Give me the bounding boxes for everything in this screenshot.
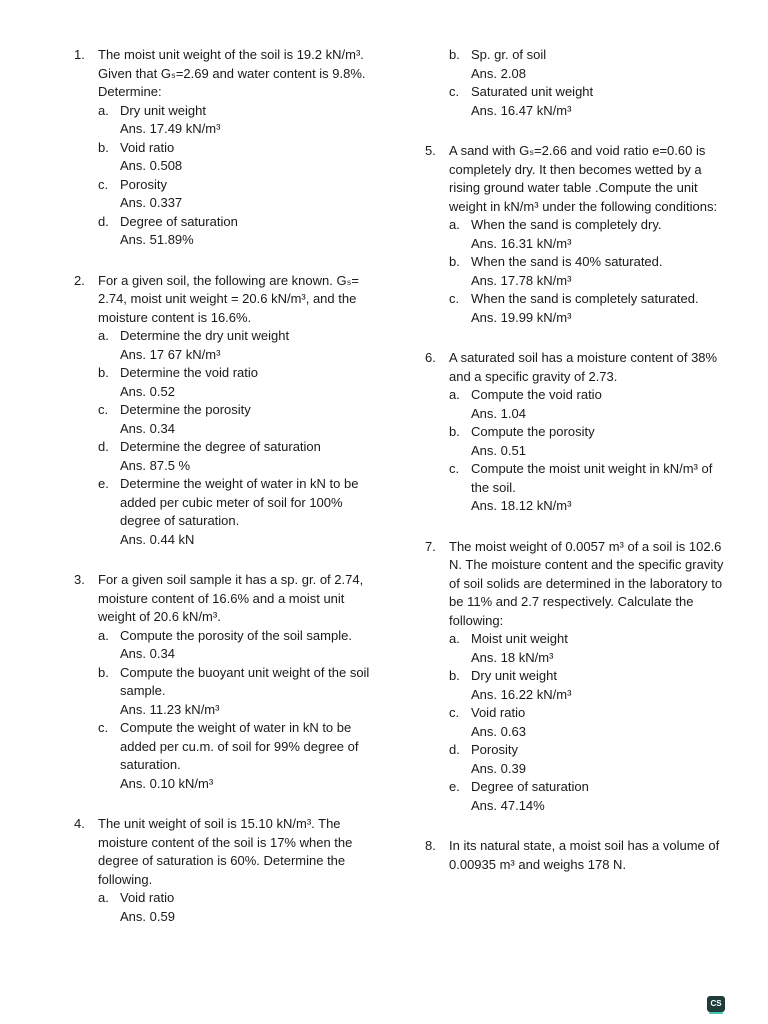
problem-6 bbox=[425, 349, 725, 516]
sub-question bbox=[449, 46, 725, 83]
sub-question bbox=[98, 364, 374, 401]
sub-question-text: Compute the void ratio bbox=[471, 387, 602, 402]
sub-question-letter: a. bbox=[98, 328, 109, 343]
sub-question bbox=[98, 664, 374, 720]
sub-question-letter: b. bbox=[449, 668, 460, 683]
sub-question bbox=[449, 630, 725, 667]
sub-question-letter: a. bbox=[98, 102, 109, 118]
sub-question-text: When the sand is 40% saturated. bbox=[471, 254, 663, 269]
problem-stem: The unit weight of soil is 15.10 kN/m³. The moisture content of the soil is 17% when the degree of saturation is 60%. Determine the following. bbox=[98, 816, 353, 887]
answer: Ans. 18.12 kN/m³ bbox=[471, 498, 572, 513]
sub-question-letter: b. bbox=[449, 424, 460, 439]
answer: Ans. 0.508 bbox=[120, 158, 183, 173]
sub-question-letter: c. bbox=[449, 84, 460, 99]
sub-question-letter: b. bbox=[449, 47, 460, 62]
problem-number: 5. bbox=[425, 143, 436, 158]
answer: Ans. 19.99 kN/m³ bbox=[471, 309, 572, 325]
sub-question-letter: e. bbox=[449, 779, 460, 794]
left-column bbox=[74, 46, 374, 948]
problem-2 bbox=[74, 272, 374, 550]
problem-stem: The moist weight of 0.0057 m³ of a soil is 102.6 N. The moisture content and the specific gravity of soil solids are determined in the laboratory to be 11% and 2.7 respectively. Calculate the following: bbox=[449, 538, 724, 628]
answer: Ans. 0.59 bbox=[120, 908, 175, 924]
sub-question bbox=[449, 216, 725, 253]
sub-question-letter: e. bbox=[98, 476, 109, 491]
sub-question bbox=[449, 741, 725, 778]
answer: Ans. 47.14% bbox=[471, 797, 545, 813]
sub-question bbox=[449, 386, 725, 423]
sub-question bbox=[98, 475, 374, 549]
problem-4 bbox=[74, 815, 374, 926]
sub-question-letter: c. bbox=[449, 461, 460, 476]
answer: Ans. 0.63 bbox=[471, 723, 526, 739]
sub-question-text: Compute the porosity of the soil sample. bbox=[120, 627, 352, 643]
answer: Ans. 0.34 bbox=[120, 646, 175, 661]
sub-question bbox=[98, 401, 374, 438]
sub-question bbox=[98, 438, 374, 475]
sub-question-letter: d. bbox=[449, 742, 460, 757]
answer: Ans. 1.04 bbox=[471, 405, 526, 421]
sub-question-text: Determine the porosity bbox=[120, 402, 251, 417]
sub-question-text: Compute the moist unit weight in kN/m³ of the soil. bbox=[471, 461, 713, 495]
sub-question-letter: c. bbox=[449, 291, 460, 306]
sub-question-text: Compute the buoyant unit weight of the soil sample. bbox=[120, 664, 370, 698]
sub-question-text: Moist unit weight bbox=[471, 631, 568, 646]
sub-question-letter: a. bbox=[449, 387, 460, 402]
answer: Ans. 17.78 kN/m³ bbox=[471, 272, 572, 288]
sub-question bbox=[98, 213, 374, 250]
answer: Ans. 17.49 kN/m³ bbox=[120, 121, 221, 136]
sub-question-text: Void ratio bbox=[120, 139, 175, 155]
sub-question-letter: b. bbox=[98, 365, 109, 380]
sub-question bbox=[449, 83, 725, 120]
sub-question bbox=[449, 667, 725, 704]
answer: Ans. 0.52 bbox=[120, 383, 175, 399]
answer: Ans. 16.22 kN/m³ bbox=[471, 686, 572, 702]
sub-question-text: When the sand is completely dry. bbox=[471, 217, 662, 232]
sub-question-letter: a. bbox=[98, 890, 109, 905]
sub-question-letter: a. bbox=[449, 217, 460, 232]
sub-question-text: Determine the dry unit weight bbox=[120, 328, 290, 343]
problem-number: 2. bbox=[74, 272, 85, 288]
sub-question bbox=[449, 778, 725, 815]
sub-question bbox=[98, 102, 374, 139]
answer: Ans. 0.44 kN bbox=[120, 531, 195, 547]
answer: Ans. 51.89% bbox=[120, 232, 194, 247]
sub-question-letter: d. bbox=[98, 439, 109, 454]
problem-number: 7. bbox=[425, 538, 436, 554]
problem-8 bbox=[425, 837, 725, 874]
answer: Ans. 0.34 bbox=[120, 420, 175, 436]
problem-stem: In its natural state, a moist soil has a volume of 0.00935 m³ and weighs 178 N. bbox=[449, 838, 720, 872]
sub-question-text: Dry unit weight bbox=[471, 668, 557, 683]
answer: Ans. 87.5 % bbox=[120, 457, 191, 473]
problem-number: 4. bbox=[74, 816, 85, 831]
sub-question-text: Degree of saturation bbox=[471, 779, 589, 794]
sub-question-letter: a. bbox=[98, 627, 109, 643]
answer: Ans. 16.31 kN/m³ bbox=[471, 235, 572, 251]
problem-stem: For a given soil sample it has a sp. gr. of 2.74, moisture content of 16.6% and a moist unit weight of 20.6 kN/m³. bbox=[98, 572, 364, 624]
sub-question-text: Void ratio bbox=[471, 705, 526, 720]
answer: Ans. 11.23 kN/m³ bbox=[120, 701, 220, 717]
sub-question bbox=[98, 176, 374, 213]
sub-question-letter: b. bbox=[98, 664, 109, 680]
sub-question-letter: c. bbox=[98, 720, 109, 735]
problem-number: 8. bbox=[425, 838, 436, 853]
problem-5 bbox=[425, 142, 725, 327]
sub-question-text: Compute the weight of water in kN to be added per cu.m. of soil for 99% degree of saturation. bbox=[120, 720, 359, 772]
problem-stem: The moist unit weight of the soil is 19.2 kN/m³. Given that Gₛ=2.69 and water content is 9.8%. Determine: bbox=[98, 47, 366, 99]
problem-stem: For a given soil, the following are known. Gₛ= 2.74, moist unit weight = 20.6 kN/m³, and the moisture content is 16.6%. bbox=[98, 272, 360, 325]
problem-number: 3. bbox=[74, 572, 85, 587]
sub-question-text: Porosity bbox=[471, 742, 518, 757]
sub-question-letter: d. bbox=[98, 213, 109, 229]
answer: Ans. 16.47 kN/m³ bbox=[471, 102, 572, 118]
problem-number: 1. bbox=[74, 47, 85, 62]
sub-question-letter: c. bbox=[449, 705, 460, 720]
sub-question bbox=[98, 327, 374, 364]
sub-question bbox=[98, 719, 374, 793]
sub-question-letter: b. bbox=[449, 254, 460, 269]
problem-3 bbox=[74, 571, 374, 793]
sub-question-text: Determine the weight of water in kN to be added per cubic meter of soil for 100% degree of saturation. bbox=[120, 476, 359, 528]
sub-question-text: When the sand is completely saturated. bbox=[471, 291, 699, 306]
sub-question-text: Porosity bbox=[120, 176, 167, 192]
answer: Ans. 17 67 kN/m³ bbox=[120, 346, 221, 362]
answer: Ans. 0.337 bbox=[120, 195, 183, 210]
problem-stem: A saturated soil has a moisture content of 38% and a specific gravity of 2.73. bbox=[449, 350, 718, 384]
sub-question-text: Sp. gr. of soil bbox=[471, 47, 547, 62]
sub-question-text: Void ratio bbox=[120, 890, 175, 905]
sub-question bbox=[449, 460, 725, 516]
sub-question-letter: c. bbox=[98, 176, 109, 192]
sub-question-letter: a. bbox=[449, 631, 460, 646]
problem-7 bbox=[425, 538, 725, 816]
answer: Ans. 0.39 bbox=[471, 760, 526, 776]
problem-stem: A sand with Gₛ=2.66 and void ratio e=0.60 is completely dry. It then becomes wetted by a rising ground water table .Compute the unit weight in kN/m³ under the following conditions: bbox=[449, 143, 718, 214]
sub-question bbox=[98, 139, 374, 176]
sub-question-text: Degree of saturation bbox=[120, 213, 238, 229]
problem-number: 6. bbox=[425, 350, 436, 365]
answer: Ans. 18 kN/m³ bbox=[471, 649, 554, 665]
camscanner-logo-icon: CS bbox=[707, 996, 725, 1012]
sub-question bbox=[449, 704, 725, 741]
right-column bbox=[425, 46, 725, 896]
answer: Ans. 0.10 kN/m³ bbox=[120, 775, 214, 791]
problem-1 bbox=[74, 46, 374, 250]
sub-question bbox=[449, 423, 725, 460]
sub-question-text: Saturated unit weight bbox=[471, 84, 594, 99]
sub-question-letter: b. bbox=[98, 139, 109, 155]
sub-question bbox=[449, 290, 725, 327]
answer: Ans. 0.51 bbox=[471, 442, 526, 458]
sub-question bbox=[449, 253, 725, 290]
sub-question-text: Dry unit weight bbox=[120, 102, 206, 118]
sub-question bbox=[98, 889, 374, 926]
sub-question-letter: c. bbox=[98, 402, 109, 417]
answer: Ans. 2.08 bbox=[471, 65, 526, 81]
problem-4-continued bbox=[425, 46, 725, 120]
sub-question-text: Compute the porosity bbox=[471, 424, 595, 439]
sub-question bbox=[98, 627, 374, 664]
sub-question-text: Determine the void ratio bbox=[120, 365, 259, 380]
sub-question-text: Determine the degree of saturation bbox=[120, 439, 321, 454]
